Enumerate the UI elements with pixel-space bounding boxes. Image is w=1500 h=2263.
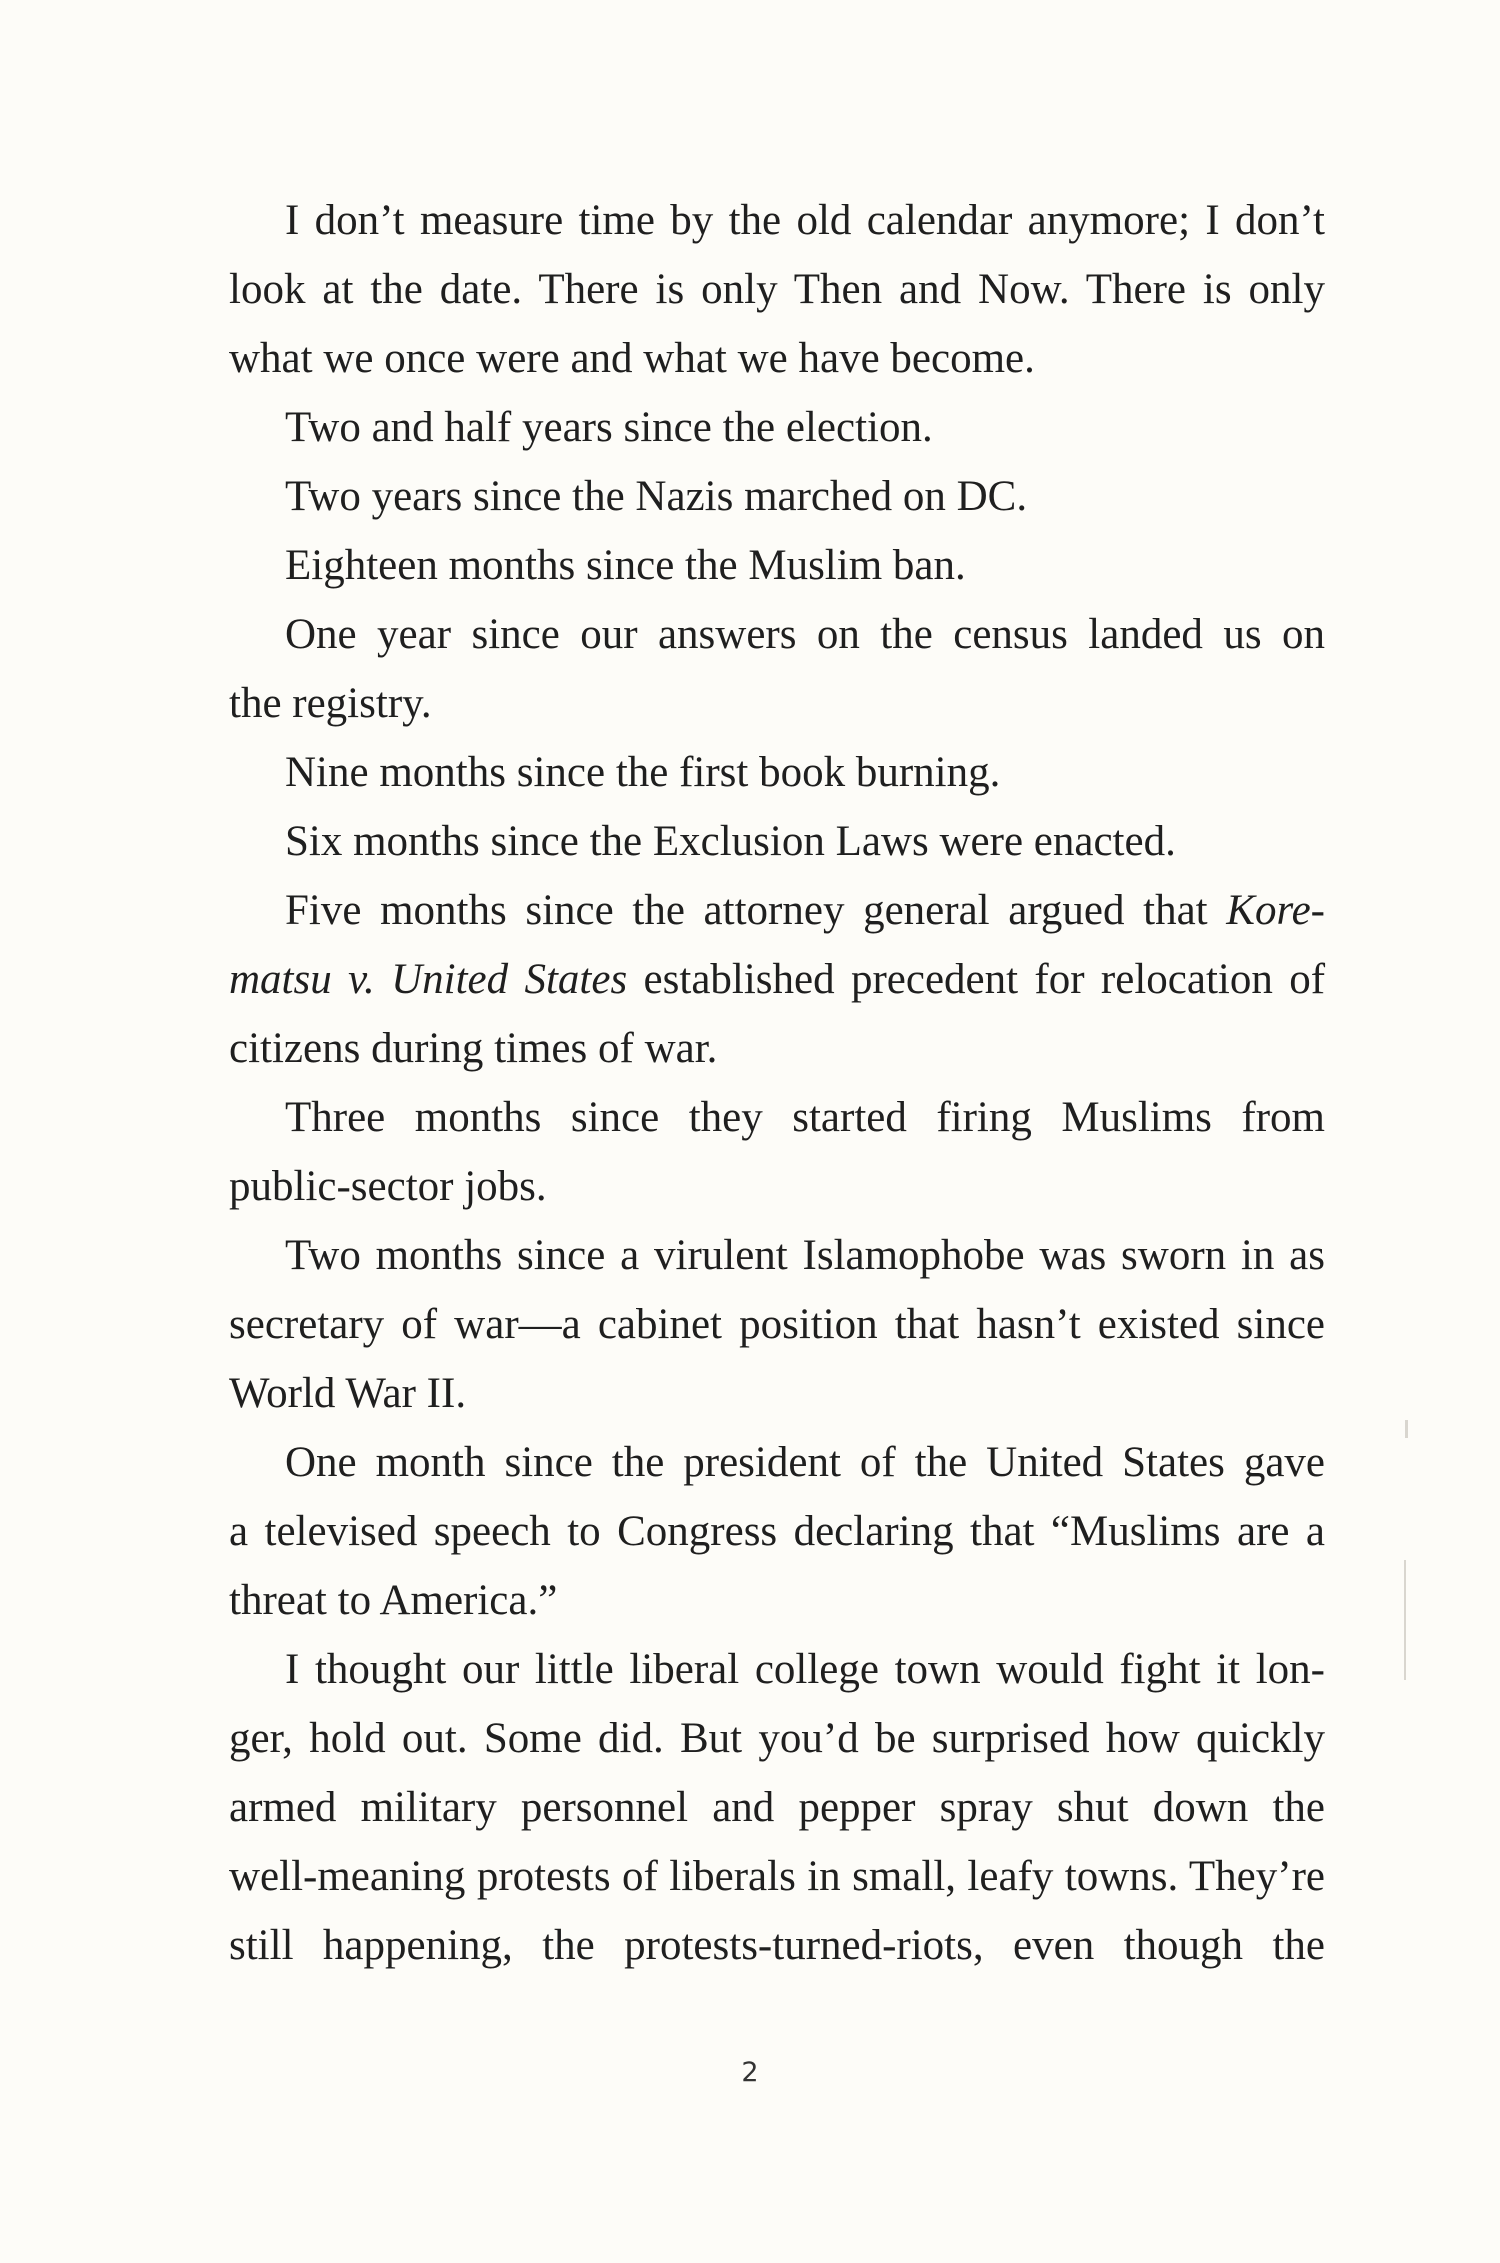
- paragraph: [229, 393, 1325, 462]
- text-line: ger, hold out. Some did. But you’d be surprised how quickly: [229, 1715, 1325, 1762]
- paragraph: [229, 462, 1325, 531]
- text-line: secretary of war—a cabinet position that hasn’t existed since: [229, 1301, 1325, 1348]
- text-run: established precedent for relocation of: [643, 956, 1326, 1003]
- text-line: One month since the president of the United States gave: [285, 1439, 1325, 1486]
- text-line: the registry.: [229, 680, 432, 727]
- text-line: Two and half years since the election.: [285, 404, 933, 451]
- paragraph: [229, 1221, 1325, 1428]
- text-line: what we once were and what we have become.: [229, 335, 1035, 382]
- text-line: a televised speech to Congress declaring that “Muslims are a: [229, 1508, 1325, 1555]
- paragraph: [229, 1083, 1325, 1221]
- scan-artifact-mark: [1405, 1420, 1408, 1438]
- text-line: look at the date. There is only Then and Now. There is only: [229, 266, 1325, 313]
- text-line: [229, 945, 1325, 1014]
- paragraph: [229, 876, 1325, 1083]
- text-run: Five months since the attorney general argued that: [285, 887, 1208, 934]
- paragraph: [229, 531, 1325, 600]
- text-line: World War II.: [229, 1370, 467, 1417]
- paragraph: [229, 1428, 1325, 1635]
- scan-artifact-mark: [1404, 1560, 1406, 1680]
- text-line: threat to America.”: [229, 1577, 558, 1624]
- case-name-italic: matsu v. United States: [229, 956, 628, 1003]
- paragraph: [229, 1635, 1325, 1980]
- paragraph: [229, 738, 1325, 807]
- body-text: [229, 186, 1325, 1980]
- paragraph: [229, 600, 1325, 738]
- page-number: 2: [741, 2057, 759, 2088]
- text-line: Two years since the Nazis marched on DC.: [285, 473, 1028, 520]
- text-line: public-sector jobs.: [229, 1163, 547, 1210]
- text-line: well-meaning protests of liberals in small, leafy towns. They’re: [229, 1853, 1325, 1900]
- text-line: Three months since they started firing Muslims from: [285, 1094, 1325, 1141]
- text-line: I don’t measure time by the old calendar anymore; I don’t: [285, 197, 1325, 244]
- text-line: Two months since a virulent Islamophobe was sworn in as: [285, 1232, 1325, 1279]
- text-line: still happening, the protests-turned-riots, even though the: [229, 1922, 1325, 1969]
- case-name-italic: Kore-: [1226, 887, 1325, 934]
- text-line: [229, 876, 1325, 945]
- text-line: Nine months since the first book burning.: [285, 749, 1001, 796]
- text-line: One year since our answers on the census landed us on: [285, 611, 1325, 658]
- paragraph: [229, 186, 1325, 393]
- text-line: armed military personnel and pepper spray shut down the: [229, 1784, 1325, 1831]
- text-line: Eighteen months since the Muslim ban.: [285, 542, 966, 589]
- text-line: Six months since the Exclusion Laws were enacted.: [285, 818, 1176, 865]
- text-line: citizens during times of war.: [229, 1025, 718, 1072]
- paragraph: [229, 807, 1325, 876]
- text-line: I thought our little liberal college town would fight it lon-: [285, 1646, 1325, 1693]
